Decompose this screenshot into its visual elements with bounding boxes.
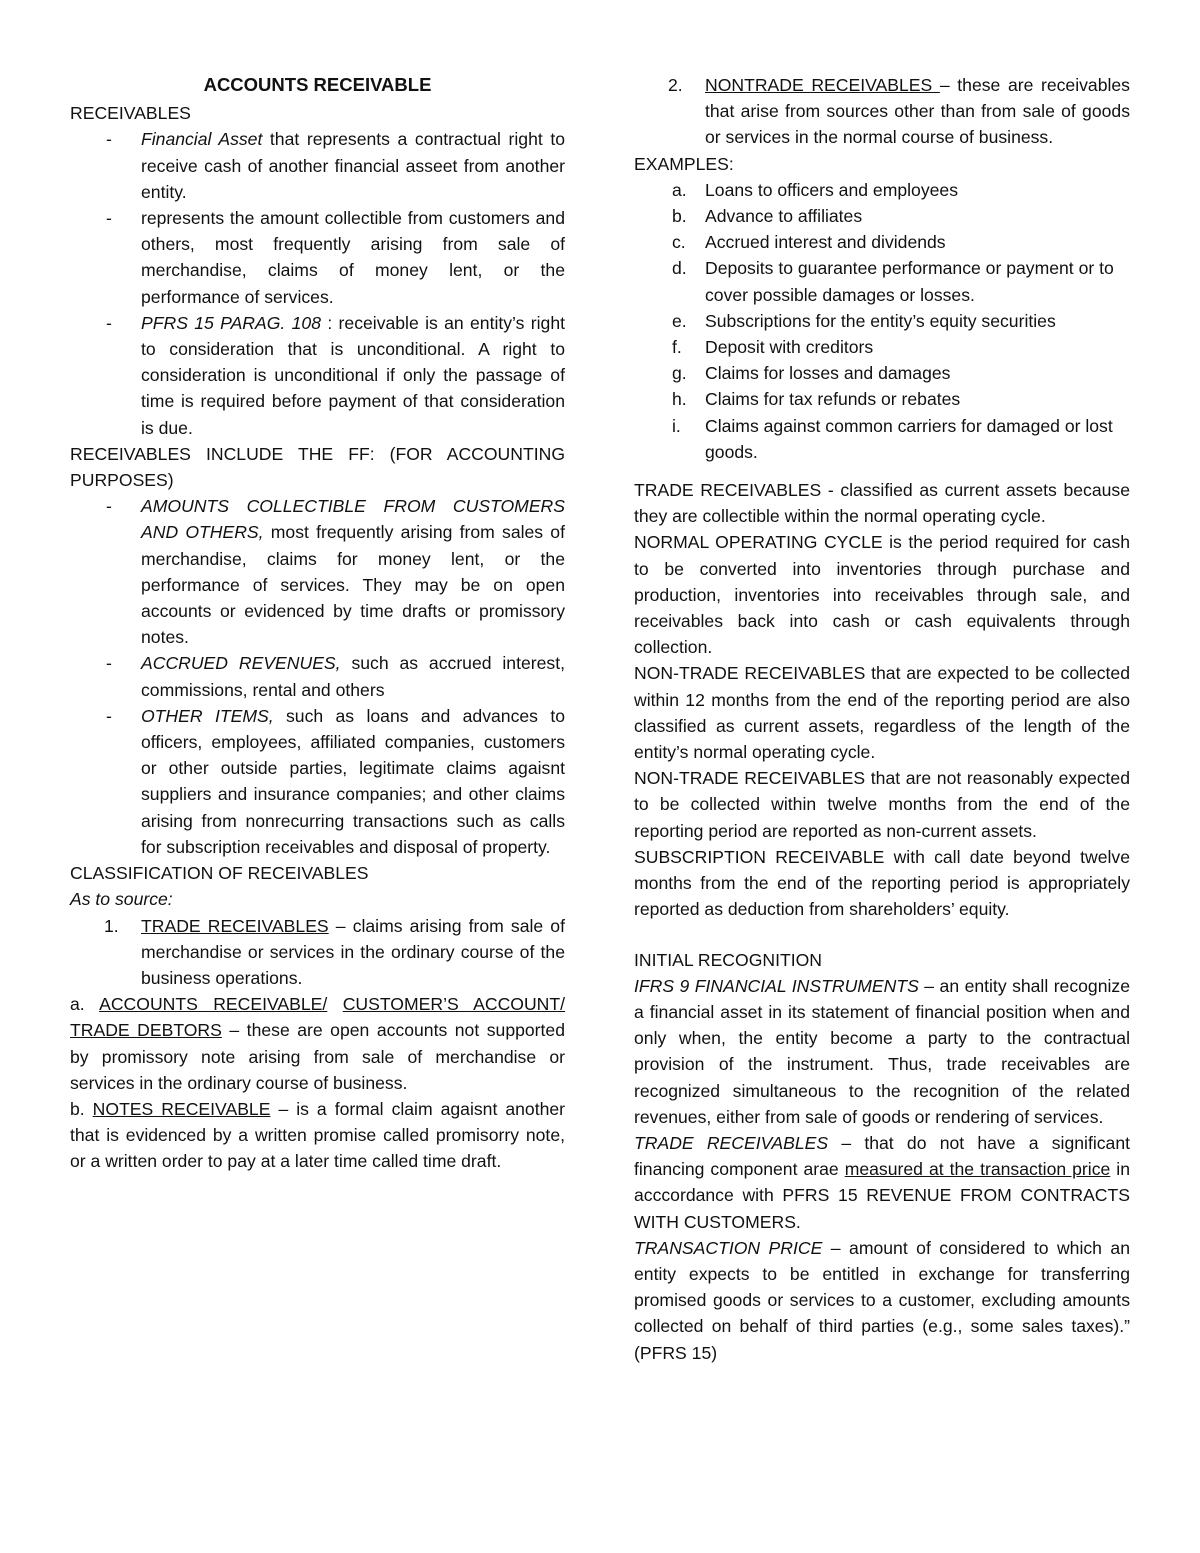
item-prefix: b. xyxy=(70,1098,93,1119)
classification-heading: CLASSIFICATION OF RECEIVABLES xyxy=(70,863,369,884)
include-text: most frequently arising from sales of merchandise, claims for money lent, or the performance of services. They may be on open accounts or evidenced by time drafts or promissory notes. xyxy=(141,522,565,648)
example-letter: c. xyxy=(672,232,686,253)
left-column xyxy=(70,72,565,1175)
include-term: OTHER ITEMS, xyxy=(141,705,274,726)
as-to-source: As to source: xyxy=(70,889,173,910)
examples-heading: EXAMPLES: xyxy=(634,153,734,174)
receivables-heading: RECEIVABLES xyxy=(70,103,191,124)
spacer xyxy=(634,465,1130,477)
transaction-price-term: TRANSACTION PRICE xyxy=(634,1237,823,1258)
nontrade-receivables-item xyxy=(634,72,1130,151)
ifrs9-term: IFRS 9 FINANCIAL INSTRUMENTS xyxy=(634,975,919,996)
include-text: such as loans and advances to officers, employees, affiliated companies, customers or other outside parties, legitimate claims agaisnt suppliers and insurance companies; and other claims arising from nonrecurring transactions such as calls for subscription receivables and disposal of property. xyxy=(141,705,565,857)
nontrade-receivables-term: NONTRADE RECEIVABLES xyxy=(705,75,940,95)
example-text: Deposit with creditors xyxy=(705,337,874,358)
example-text: Claims for losses and damages xyxy=(705,363,951,384)
include-heading: RECEIVABLES INCLUDE THE FF: (FOR ACCOUNTING PURPOSES) xyxy=(70,443,565,491)
example-text: Claims against common carriers for damaged or lost goods. xyxy=(705,415,1113,462)
receivables-definition-2: - represents the amount collectible from customers and others, most frequently arising from sale of merchandise, claims of money lent, or the performance of services. xyxy=(70,205,565,310)
example-letter: h. xyxy=(672,389,687,410)
transaction-price-paragraph xyxy=(634,1235,1130,1366)
example-item xyxy=(634,334,1130,360)
list-number: 1. xyxy=(104,915,119,936)
include-item-3 xyxy=(70,703,565,860)
include-item-1 xyxy=(70,493,565,650)
measurement-underlined: measured at the transaction price xyxy=(844,1159,1111,1180)
example-item xyxy=(634,413,1130,465)
trade-receivables-text: – claims arising from sale of merchandise or services in the ordinary course of the business operations. xyxy=(141,915,565,988)
example-item xyxy=(634,203,1130,229)
include-text: such as accrued interest, commissions, rental and others xyxy=(141,653,565,700)
subscription-paragraph: SUBSCRIPTION RECEIVABLE with call date beyond twelve months from the end of the reporting period is appropriately reported as deduction from shareholders’ equity. xyxy=(634,846,1130,920)
customers-account-term: CUSTOMER’S ACCOUNT/ TRADE DEBTORS xyxy=(70,994,566,1041)
trade-receivables-term: TRADE RECEIVABLES xyxy=(634,1132,829,1153)
example-text: Deposits to guarantee performance or payment or to cover possible damages or losses. xyxy=(705,258,1114,305)
receivables-definition-1 xyxy=(70,126,565,205)
example-text: Claims for tax refunds or rebates xyxy=(705,389,961,410)
example-text: Loans to officers and employees xyxy=(705,179,958,200)
item-prefix: a. xyxy=(70,994,100,1015)
example-letter: f. xyxy=(672,337,682,358)
accounts-receivable-text: – these are open accounts not supported by promissory note arising from sale of merchandise or services in the ordinary course of business. xyxy=(70,1020,565,1093)
definition-text: : receivable is an entity’s right to consideration that is unconditional. A right to consideration is unconditional if only the passage of time is required before payment of that consideration is due. xyxy=(141,312,565,438)
example-letter: b. xyxy=(672,206,687,227)
measurement-text: – that do not have a significant financing component arae xyxy=(634,1132,1130,1180)
example-item xyxy=(634,177,1130,203)
example-letter: g. xyxy=(672,363,687,384)
trade-receivables-paragraph: TRADE RECEIVABLES - classified as current assets because they are collectible within the normal operating cycle. xyxy=(634,480,1130,527)
measurement-text-2: in acccordance with PFRS 15 REVENUE FROM CONTRACTS WITH CUSTOMERS. xyxy=(634,1159,1130,1232)
trade-receivables-item xyxy=(70,913,565,992)
include-term: ACCRUED REVENUES, xyxy=(141,653,341,674)
example-letter: i. xyxy=(672,415,681,436)
definition-term: Financial Asset xyxy=(141,129,263,150)
list-number: 2. xyxy=(668,75,683,95)
trade-receivables-measurement-paragraph xyxy=(634,1130,1130,1235)
include-item-2 xyxy=(70,650,565,702)
notes-receivable-item xyxy=(70,1096,565,1175)
include-term: AMOUNTS COLLECTIBLE FROM CUSTOMERS AND OTHERS, xyxy=(141,496,565,543)
example-item xyxy=(634,386,1130,412)
example-letter: e. xyxy=(672,310,687,331)
example-item xyxy=(634,308,1130,334)
example-item xyxy=(634,255,1130,307)
trade-receivables-term: TRADE RECEIVABLES xyxy=(141,915,329,936)
definition-term: PFRS 15 PARAG. 108 xyxy=(141,312,322,333)
definition-text: that represents a contractual right to receive cash of another financial asseet from another entity. xyxy=(141,129,565,202)
notes-receivable-text: – is a formal claim agaisnt another that is evidenced by a written promise called promisorry note, or a written order to pay at a later time called time draft. xyxy=(70,1098,566,1172)
nontrade-receivables-text: – these are receivables that arise from sources other than from sale of goods or services in the normal course of business. xyxy=(705,75,1130,148)
receivables-definition-3 xyxy=(70,310,565,441)
example-item xyxy=(634,229,1130,255)
transaction-price-text: – amount of considered to which an entity expects to be entitled in exchange for transferring promised goods or services to a customer, excluding amounts collected on behalf of third parties (e.g., some sales taxes).” (PFRS 15) xyxy=(634,1237,1130,1363)
right-column xyxy=(634,72,1130,1366)
initial-recognition-heading: INITIAL RECOGNITION xyxy=(634,949,823,970)
page-title: ACCOUNTS RECEIVABLE xyxy=(203,74,432,95)
example-text: Advance to affiliates xyxy=(705,206,863,227)
operating-cycle-paragraph: NORMAL OPERATING CYCLE is the period required for cash to be converted into inventories through purchase and production, inventories into receivables through sale, and receivables back into cash or cash equivalents through collection. xyxy=(634,532,1130,658)
ifrs9-text: – an entity shall recognize a financial asset in its statement of financial position when and only when, the entity become a party to the contractual provision of the instrument. Thus, trade receivables are recognized simultaneous to the recognition of the related revenues, either from sale of goods or rendering of services. xyxy=(634,975,1130,1127)
example-text: Subscriptions for the entity’s equity securities xyxy=(705,310,1056,331)
nontrade-current-paragraph: NON-TRADE RECEIVABLES that are expected to be collected within 12 months from the end of the reporting period are also classified as current assets, regardless of the length of the entity’s normal operating cycle. xyxy=(634,663,1130,763)
example-text: Accrued interest and dividends xyxy=(705,232,946,253)
example-letter: d. xyxy=(672,258,687,279)
spacer xyxy=(634,923,1130,947)
accounts-receivable-term: ACCOUNTS RECEIVABLE/ xyxy=(99,994,328,1015)
example-letter: a. xyxy=(672,179,687,200)
example-item xyxy=(634,360,1130,386)
notes-receivable-term: NOTES RECEIVABLE xyxy=(92,1098,271,1119)
accounts-receivable-item xyxy=(70,991,565,1096)
ifrs9-paragraph xyxy=(634,973,1130,1130)
nontrade-noncurrent-paragraph: NON-TRADE RECEIVABLES that are not reasonably expected to be collected within twelve months from the end of the reporting period are reported as non-current assets. xyxy=(634,768,1130,841)
